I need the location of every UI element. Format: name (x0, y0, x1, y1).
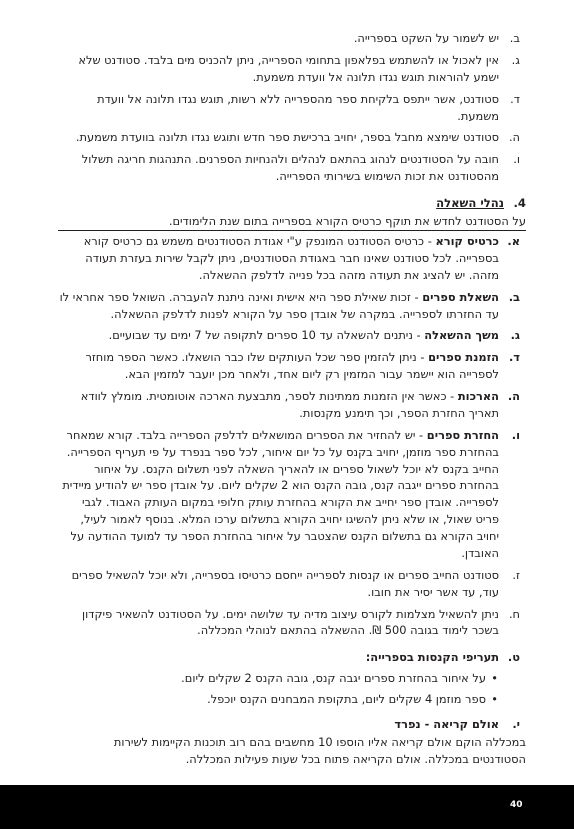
list-item (58, 91, 526, 125)
item-marker: ה. (507, 389, 520, 404)
item-text: יש לשמור על השקט בספרייה. (353, 31, 499, 45)
item-marker: ח. (508, 606, 520, 621)
top-items-list (58, 30, 526, 185)
page-number: 40 (510, 800, 523, 810)
list-item (58, 670, 526, 687)
item-marker: ב. (509, 31, 520, 45)
section-number: 4. (513, 196, 526, 210)
item-text: סטודנט שימצא מחבל בספר, יחויב ברכישת ספר חדש ותוגש נגדו תלונה בוועדת משמעת. (75, 130, 499, 145)
list-item (58, 52, 526, 86)
item-text: - יש להחזיר את הספרים המושאלים לדלפק הספרייה בלבד. קורא שמאחר בהחזרת ספר מוזמן, יחויב בקנס על כל יום איחור, לכל ספר בנפרד על פי תעריף הספרייה. החייב בקנס לא יוכל לשאול ספרים או להאריך השאלה לפני תשלום הקנס. על איחור בהחזרת ספרים ייגבה קנס, גובה הקנס הוא 2 שקלים ליום. על אובדן ספר יש להודיע מיידית לספרייה. אובדן ספר יחייב את הקורא בהחזרת עותק חלופי במקום העותק האבוד. לגבי פריט שאול, או שלא ניתן להשיגו יחויב הקורא בתשלום ערכו המלא. בנוסף לאמור לעיל, יחויב הקורא גם בתשלום הקנס שהצטבר על איחור בהחזרת הספר עד למועד ההודעה על האובדן. (62, 427, 499, 560)
item-marker: ו. (511, 427, 520, 442)
item-marker: ז. (512, 567, 520, 582)
item-marker: א. (507, 234, 520, 249)
item-term: החזרת ספרים (426, 427, 499, 442)
item-term: הזמנת ספרים (428, 350, 499, 365)
list-item (58, 233, 526, 284)
item-text: ניתן להשאיל מצלמות לקורס עיצוב מדיה עד שלושה ימים. על הסטודנט להשאיר פיקדון בשכר לימוד בגובה 500 ₪. ההשאלה בהתאם לנוהלי המכללה. (82, 606, 499, 638)
item-text: - ניתן להזמין ספר שכל העותקים שלו כבר הושאלו. כאשר הספר מוחזר לספרייה הוא יישמר עבור המזמין רק ליום אחד, ולאחר מכן יועבר למזמין הבא. (85, 350, 499, 382)
item-marker: ד. (508, 350, 520, 365)
item-text: סטודנט החייב ספרים או קנסות לספרייה ייחסם כרטיסו בספרייה, ולא יוכל להשאיל ספרים עוד, עד אשר יסיר את חובו. (71, 567, 499, 599)
list-item (58, 691, 526, 708)
item-text: - ניתנים להשאלה עד 10 ספרים לתקופה של 7 ימים עד שבועיים. (108, 328, 425, 343)
fines-list (58, 670, 526, 708)
section-intro: על הסטודנט לחדש את תוקף כרטיס הקורא בספרייה בתום שנת הלימודים. (58, 213, 526, 231)
item-marker: ג. (511, 52, 520, 67)
item-term: כרטיס קורא (435, 234, 499, 249)
section-title: נהלי השאלה (436, 196, 504, 210)
list-item (58, 327, 526, 344)
list-item (58, 349, 526, 383)
list-item (58, 30, 526, 47)
item-text: אין לאכול או להשתמש בפלאפון בתחומי הספרייה, ניתן להכניס מים בלבד. סטודנט שלא ישמע להוראות תוגש נגדו תלונה אל וועדת משמעת. (78, 52, 499, 84)
footer-bar (0, 785, 574, 829)
item-text: - זכות שאילת ספר היא אישית ואינה ניתנת להעברה. השואל ספר אחראי לו עד החזרתו לספרייה. במקרה של אובדן ספר על הקורא לפנות לדלפק ההשאלה. (59, 289, 499, 321)
section-heading (58, 195, 526, 212)
item-marker: ד. (510, 91, 520, 106)
list-item (58, 129, 526, 146)
item-text: חובה על הסטודנטים לנהוג בהתאם לנהלים ולהנחיות הספרנים. התנהגות חריגה תשלול מהסטודנט את זכות השימוש בשירותי הספרייה. (81, 152, 499, 184)
item-marker: ה. (508, 130, 520, 145)
item-term: משך ההשאלה (424, 328, 499, 343)
item-marker: ו. (513, 152, 520, 167)
fines-title: תעריפי הקנסות בספרייה: (365, 650, 499, 665)
item-text: - כרטיס הסטודנט המונפק ע"י אגודת הסטודנטים משמש גם כרטיס קורא בספרייה. לכל סטודנט שאינו חבר באגודת הסטודנטים, ניתן לקבל שירות בעזרת תעודה מזהה. יש להציג את תעודה מזהה בכל פנייה לדלפק ההשאלה. (83, 234, 499, 282)
reading-hall-text: במכללה הוקם אולם קריאה אליו הוספו 10 מחשבים בהם רוב תוכנות הקיימות לשירות הסטודנטים במכללה. אולם הקריאה פתוח בכל שעות פעילות המכללה. (113, 734, 526, 766)
reading-hall-title: אולם קריאה - נפרד (394, 716, 499, 731)
item-term: השאלת ספרים (422, 289, 499, 304)
item-text: - כאשר אין הזמנות ממתינות לספר, מתבצעת הארכה אוטומטית. מומלץ לוודא תאריך החזרת הספר, וכך תימנע מקנסות. (80, 389, 499, 420)
list-item (58, 388, 526, 422)
bullet-icon: • (491, 692, 498, 707)
item-marker: ב. (508, 289, 520, 304)
list-item (58, 427, 526, 562)
reading-hall-heading (58, 716, 526, 733)
bullet-text: ספר מוזמן 4 שקלים ליום, בתקופת המבחנים הקנס יוכפל. (207, 692, 486, 707)
list-item (58, 606, 526, 640)
bullet-text: על איחור בהחזרת ספרים יגבה קנס, גובה הקנס 2 שקלים ליום. (181, 671, 486, 686)
item-text: סטודנט, אשר ייתפס בלקיחת ספר מהספרייה ללא רשות, תוגש נגדו תלונה אל וועדת משמעת. (97, 91, 499, 123)
fines-heading (58, 649, 526, 666)
item-marker: י. (512, 716, 520, 731)
document-body (58, 30, 526, 768)
list-item (58, 289, 526, 323)
list-item (58, 567, 526, 601)
item-marker: ג. (510, 328, 520, 343)
loan-rules-list (58, 233, 526, 639)
bullet-icon: • (491, 671, 498, 686)
list-item (58, 151, 526, 185)
item-marker: ט. (507, 650, 520, 665)
item-term: הארכות (457, 389, 499, 404)
